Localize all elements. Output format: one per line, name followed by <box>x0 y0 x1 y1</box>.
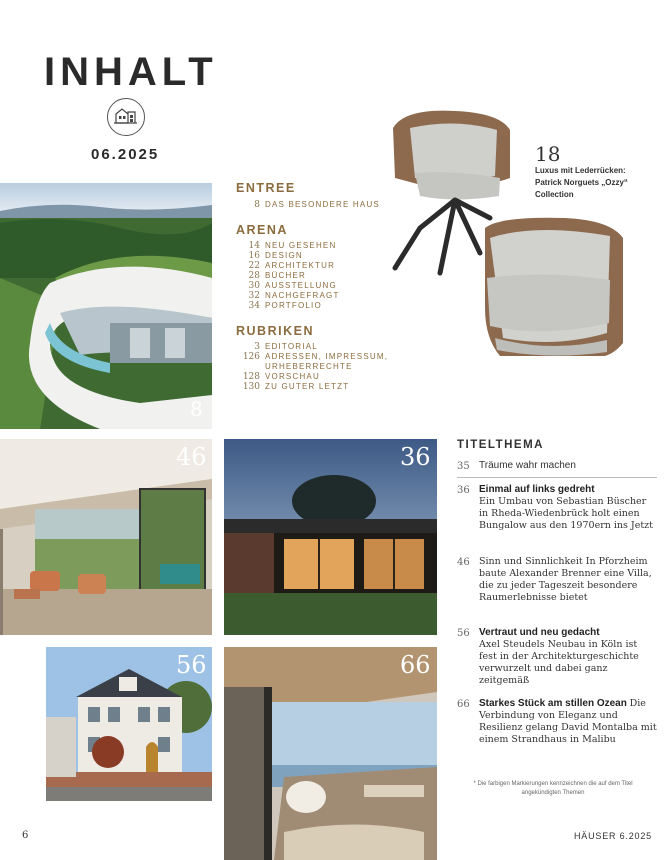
interior-photo <box>0 439 212 635</box>
section-title-rubriken: RUBRIKEN <box>236 324 314 338</box>
toc-label: DAS BESONDERE HAUS <box>265 200 380 209</box>
toc-page-number: 14 <box>248 241 260 251</box>
toc-label: AUSSTELLUNG <box>265 281 337 290</box>
toc-label: VORSCHAU <box>265 372 320 381</box>
page-title: INHALT <box>44 50 218 94</box>
villa-photo <box>46 647 212 801</box>
feature-text: Ein Umbau von Sebastian Büscher in Rheda-Wiedenbrück holt einen Bungalow aus den 1970ern ins Jetzt <box>479 496 653 531</box>
toc-item[interactable] <box>236 372 426 382</box>
toc-item[interactable] <box>236 382 426 392</box>
toc-label: EDITORIAL <box>265 342 318 351</box>
toc-page-number: 28 <box>248 271 260 281</box>
toc-label: PORTFOLIO <box>265 301 322 310</box>
photo-page-number: 36 <box>400 443 431 471</box>
feature-page-number: 35 <box>457 461 470 472</box>
toc-label: DESIGN <box>265 251 303 260</box>
chair-photo <box>385 108 625 358</box>
hero-photo <box>0 183 212 429</box>
feature-entry[interactable] <box>457 460 657 472</box>
toc-page-number: 22 <box>248 261 260 271</box>
toc-page-number: 30 <box>248 281 260 291</box>
toc-page-number: 8 <box>254 200 260 210</box>
malibu-photo <box>224 647 437 860</box>
toc-label: URHEBERRECHTE <box>265 362 353 371</box>
toc-label: ZU GUTER LETZT <box>265 382 350 391</box>
feature-entry[interactable] <box>457 556 657 604</box>
toc-label: BÜCHER <box>265 271 306 280</box>
feature-page-number: 36 <box>457 485 470 496</box>
caption-page-number: 18 <box>535 142 561 166</box>
toc-page-number: 16 <box>248 251 260 261</box>
toc-label: NEU GESEHEN <box>265 241 337 250</box>
footnote: * Die farbigen Markierungen kennzeichnen die auf dem Titel angekündigten Themen <box>473 781 633 796</box>
toc-page-number: 128 <box>242 372 260 382</box>
toc-page-number: 34 <box>248 301 260 311</box>
section-title-arena: ARENA <box>236 223 288 237</box>
feature-entry[interactable] <box>457 698 657 746</box>
feature-text: Die Verbindung von Eleganz und Resilienz gelang David Montalba mit einem Strandhaus in Malibu <box>479 698 657 745</box>
feature-headline: Träume wahr machen <box>479 460 576 471</box>
toc-page-number: 32 <box>248 291 260 301</box>
chair-caption: Luxus mit Lederrücken: Patrick Norguets „Ozzy“ Collection <box>535 166 628 199</box>
titelthema-heading: TITELTHEMA <box>457 439 544 451</box>
feature-headline: Vertraut und neu gedacht <box>479 627 600 638</box>
feature-page-number: 66 <box>457 699 470 710</box>
bungalow-photo <box>224 439 437 635</box>
divider <box>457 477 657 478</box>
feature-text: Axel Steudels Neubau in Köln ist fest in der Architekturgeschichte verwurzelt und dabei ganz zeitgemäß <box>479 639 639 686</box>
toc-label: ARCHITEKTUR <box>265 261 336 270</box>
feature-headline: Einmal auf links gedreht <box>479 484 595 495</box>
section-title-entree: ENTREE <box>236 181 296 195</box>
toc-label: NACHGEFRAGT <box>265 291 340 300</box>
toc-page-number: 130 <box>242 382 260 392</box>
page-number: 6 <box>22 830 29 841</box>
toc-item-continuation <box>236 362 426 372</box>
feature-text: Sinn und Sinnlichkeit In Pforzheim baute Alexander Brenner eine Villa, die zu jeder Tageszeit besondere Raumerlebnisse bietet <box>479 556 652 603</box>
toc-label: ADRESSEN, IMPRESSUM, <box>265 352 389 361</box>
feature-page-number: 46 <box>457 557 470 568</box>
photo-page-number: 46 <box>176 443 207 471</box>
feature-headline: Starkes Stück am stillen Ozean <box>479 698 627 709</box>
feature-page-number: 56 <box>457 628 470 639</box>
photo-page-number: 8 <box>190 397 203 421</box>
issue-date: 06.2025 <box>91 146 160 163</box>
photo-page-number: 56 <box>176 651 207 679</box>
magazine-issue: HÄUSER 6.2025 <box>574 831 652 841</box>
toc-page-number: 3 <box>254 342 260 352</box>
feature-entry[interactable] <box>457 484 657 532</box>
photo-page-number: 66 <box>400 651 431 679</box>
toc-page-number: 126 <box>242 352 260 362</box>
house-icon <box>107 98 145 136</box>
feature-entry[interactable] <box>457 627 657 687</box>
